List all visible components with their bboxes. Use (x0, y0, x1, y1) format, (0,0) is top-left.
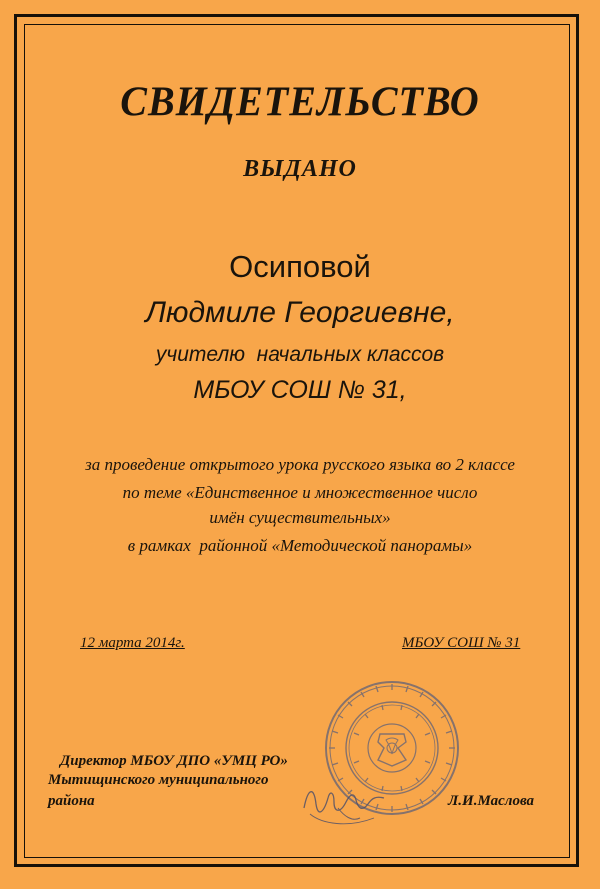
certificate-title: СВИДЕТЕЛЬСТВО (120, 77, 480, 126)
reason-line-1: за проведение открытого урока русского языка во 2 классе (85, 455, 515, 474)
reason-line-4: в рамках районной «Методической панорамы» (127, 536, 473, 555)
recipient-surname: Осиповой (229, 249, 371, 284)
signatory-name: Л.И.Маслова (448, 793, 535, 809)
signatory-title-line-2: Мытищинского муниципального (48, 772, 269, 788)
inner-border (24, 24, 570, 858)
reason-line-2: по теме «Единственное и множественное число (122, 483, 478, 502)
recipient-school: МБОУ СОШ № 31, (193, 376, 407, 404)
reason-line-3: имён существительных» (209, 508, 391, 527)
signatory-title-line-3: района (48, 793, 95, 809)
issued-label: ВЫДАНО (243, 156, 357, 182)
recipient-given-names: Людмиле Георгиевне, (145, 296, 455, 329)
signatory-title-line-1: Директор МБОУ ДПО «УМЦ РО» (60, 753, 288, 769)
recipient-position: учителю начальных классов (155, 343, 445, 366)
issuer-organization: МБОУ СОШ № 31 (402, 635, 521, 651)
handwritten-signature-icon (298, 778, 388, 830)
issue-date: 12 марта 2014г. (80, 635, 185, 651)
